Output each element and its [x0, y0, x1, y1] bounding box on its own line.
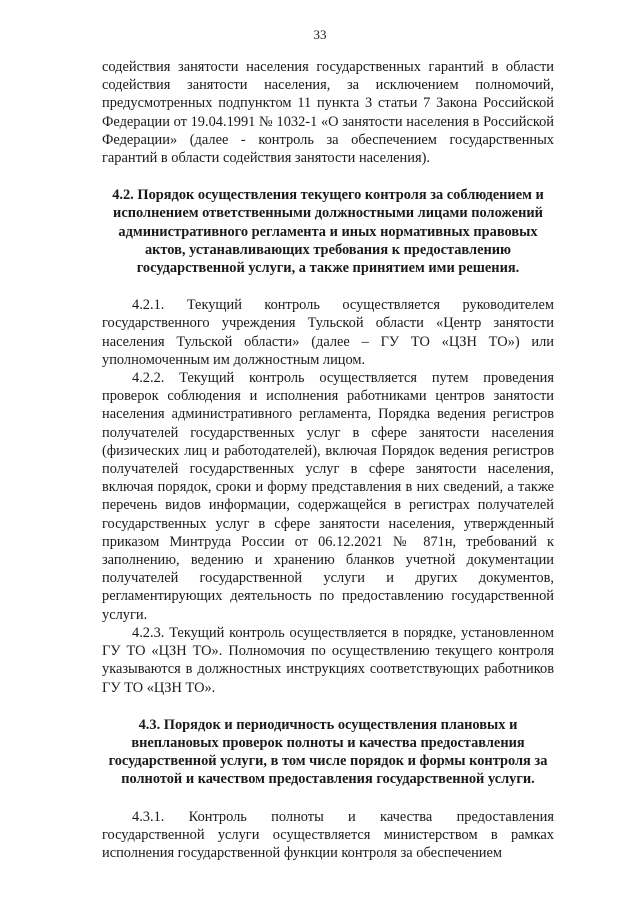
- paragraph-4-2-1: 4.2.1. Текущий контроль осуществляется руководителем государственного учреждения Тульской области «Центр занятости населения Тульской области» (далее – ГУ ТО «ЦЗН ТО») или уполномоченным им должностным лицом.: [102, 297, 554, 368]
- paragraph-continuation: содействия занятости населения государственных гарантий в области содействия занятости населения, за исключением полномочий, предусмотренных подпунктом 11 пункта 3 статьи 7 Закона Российской Федерации от 19.04.1991 № 1032-1 «О занятости населения в Российской Федерации» (далее - контроль за обеспечением государственных гарантий в области содействия занятости населения).: [102, 59, 554, 167]
- paragraph-4-3-1: 4.3.1. Контроль полноты и качества предоставления государственной услуги осуществляется министерством в рамках исполнения государственной функции контроля за обеспечением: [102, 808, 554, 861]
- paragraph-4-2-3: 4.2.3. Текущий контроль осуществляется в порядке, установленном ГУ ТО «ЦЗН ТО». Полномочия по осуществлению текущего контроля указываются в должностных инструкциях соответствующих работников ГУ ТО «ЦЗН ТО».: [102, 624, 554, 696]
- section-heading-4-3: 4.3. Порядок и периодичность осуществления плановых и внеплановых проверок полноты и качества предоставления государственной услуги, в том числе порядок и формы контроля за полнотой и качеством предоставления государственной услуги.: [108, 716, 548, 788]
- section-heading-4-2: 4.2. Порядок осуществления текущего контроля за соблюдением и исполнением ответственными должностными лицами положений административного регламента и иных нормативных правовых актов, устанавливающих требования к предоставлению государственной услуги, а также принятием ими решения.: [112, 187, 544, 277]
- page-body: [102, 58, 554, 862]
- paragraph-4-2-2: 4.2.2. Текущий контроль осуществляется путем проведения проверок соблюдения и исполнения работниками центров занятости населения административного регламента, Порядка ведения регистров получателей государственных услуг в сфере занятости населения (физических лиц и работодателей), включая Порядок ведения регистров получателей государственных услуг в сфере занятости населения, включая порядок, сроки и форму представления в них сведений, а также перечень видов информации, содержащейся в регистрах получателей государственных услуг в сфере занятости населения, утвержденный приказом Минтруда России от 06.12.2021 № 871н, требований к заполнению, ведению и хранению бланков учетной документации получателей государственной услуги и других документов, регламентирующих деятельность по предоставлению государственной услуги.: [102, 370, 554, 623]
- page-number: 33: [313, 27, 327, 42]
